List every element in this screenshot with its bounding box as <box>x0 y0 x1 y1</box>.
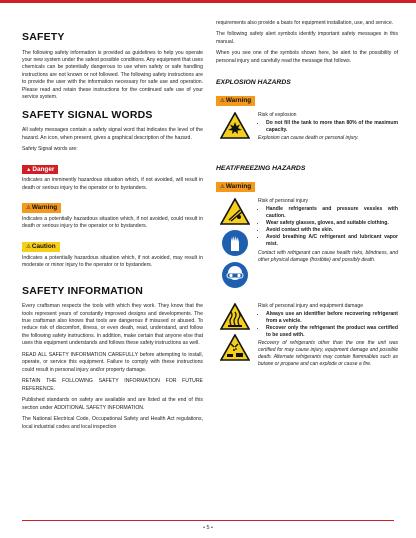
alert-triangle-icon: ⚠ <box>220 98 225 105</box>
alert-triangle-icon: ⚠ <box>26 205 31 212</box>
left-column <box>22 20 203 435</box>
signal-words-list-label: Safety Signal words are: <box>22 146 78 153</box>
safety-heading: SAFETY <box>22 31 65 43</box>
wear-gloves-icon <box>221 229 249 257</box>
alert-symbols-paragraph: The following safety alert symbols identify important safety messages in this manual. <box>216 31 398 45</box>
right-column <box>216 20 398 372</box>
equipment-damage-block <box>216 303 398 369</box>
alert-triangle-icon: ⚠ <box>26 243 31 250</box>
footer-rule <box>22 520 394 521</box>
explosion-consequence: Explosion can cause death or personal injury. <box>258 135 359 142</box>
damage-instruction-2: • Recover only the refrigerant the product was certified to be used with. <box>266 325 398 339</box>
heat-instruction-3: • Avoid contact with the skin. <box>266 227 398 234</box>
heat-risk-label: Risk of personal injury <box>258 197 309 204</box>
continued-paragraph: requirements also provide a basis for equipment installation, use, and service. <box>216 20 394 26</box>
explosion-instruction-1: • Do not fill the tank to more than 80% of the maximum capacity. <box>266 120 398 134</box>
warning-description: Indicates a potentially hazardous situation which, if not avoided, could result in death or serious injury to the operator or to bystanders. <box>22 216 203 230</box>
page-number: • 5 • <box>203 525 213 531</box>
danger-badge: ▲Danger <box>22 165 58 175</box>
info-paragraph-2: READ ALL SAFETY INFORMATION CAREFULLY before attempting to install, operate, or service this equipment. Failure to comply with these instructions could result in personal injury and/or property damage. <box>22 351 203 373</box>
heat-instruction-4: • Avoid breathing A/C refrigerant and lubricant vapor mist. <box>266 234 398 248</box>
info-paragraph-5: The National Electrical Code, Occupational Safety and Health Act regulations, local industrial codes and local inspection <box>22 416 203 430</box>
explosion-warning-icon <box>220 112 250 139</box>
caution-badge: ⚠Caution <box>22 242 60 252</box>
heat-freezing-hazards-heading: HEAT/FREEZING HAZARDS <box>216 165 306 173</box>
info-paragraph-3: RETAIN THE FOLLOWING SAFETY INFORMATION FOR FUTURE REFERENCE. <box>22 378 203 392</box>
wear-goggles-icon <box>221 261 249 289</box>
heat-hazard-block <box>216 198 398 293</box>
damage-risk-label: Risk of personal injury and equipment damage <box>258 302 364 309</box>
heat-warning-icon <box>220 303 250 330</box>
alert-triangle-icon: ▲ <box>26 166 32 173</box>
caution-description: Indicates a potentially hazardous situation which, if not avoided, may result in moderate or minor injury to the operator or to bystanders. <box>22 254 203 269</box>
safety-information-heading: SAFETY INFORMATION <box>22 284 144 297</box>
info-paragraph-4: Published standards on safety are available and are listed at the end of this section under ADDITIONAL SAFETY INFORMATION. <box>22 397 203 411</box>
signal-words-intro: All safety messages contain a safety signal word that indicates the level of the hazard. An icon, when present, gives a graphical description of the hazard. <box>22 127 203 141</box>
chemical-warning-icon <box>220 334 250 361</box>
heat-warning-badge: ⚠Warning <box>216 182 255 192</box>
heat-instruction-1: • Handle refrigerants and pressure vessles with caution. <box>266 206 398 220</box>
warning-badge: ⚠Warning <box>22 203 61 213</box>
damage-consequence: Recovery of refrigerants other than the one the unit was certified for may cause injury, equipment damage and possible death. Alternate refrigerants may contain flammables such as butane or propane and can explode or cause a fire. <box>258 340 398 368</box>
explosion-hazards-heading: EXPLOSION HAZARDS <box>216 79 291 87</box>
alert-triangle-icon: ⚠ <box>220 184 225 191</box>
danger-description: Indicates an imminently hazardous situation which, if not avoided, will result in death or serious injury to the operator or to bystanders. <box>22 177 203 191</box>
hot-surface-warning-icon <box>220 198 250 225</box>
explosion-risk-label: Risk of explosion <box>258 112 297 119</box>
heat-consequence: Contact with refrigerant can cause health risks, blindness, and other physical damage (frostbite) and possibly death. <box>258 249 398 263</box>
signal-words-heading: SAFETY SIGNAL WORDS <box>22 108 153 121</box>
heat-instruction-2: • Wear safety glasses, gloves, and suitable clothing. <box>266 220 398 227</box>
damage-instruction-1: • Always use an identifier before recovering refrigerant from a vehicle. <box>266 311 398 325</box>
top-accent-bar <box>0 0 416 3</box>
alert-symbols-note: When you see one of the symbols shown here, be alert to the possibility of personal injury and carefully read the message that follows. <box>216 50 398 64</box>
explosion-warning-badge: ⚠Warning <box>216 96 255 106</box>
info-paragraph-1: Every craftsman respects the tools with which they work. They know that the tools represent years of constantly improved designs and developments. The true craftsman also knows that tools are dangerous if misused or abused. To reduce risk of discomfort, illness, or even death, read, understand, and follow the following safety instructions. In addition, make certain that anyone else that uses this equipment understands and follows these safety instructions as well. <box>22 303 203 347</box>
safety-intro: The following safety information is provided as guidelines to help you operate your new system under the safest possible conditions. Any equipment that uses chemicals can be potentially dangerous to use when safety or safe handling instructions are not known or not followed. The following safety instructions are to provide the user with the information necessary for safe use and operation. Please read and retain these instructions for the continued safe use of your service system. <box>22 49 203 101</box>
explosion-hazard-block <box>216 112 398 143</box>
